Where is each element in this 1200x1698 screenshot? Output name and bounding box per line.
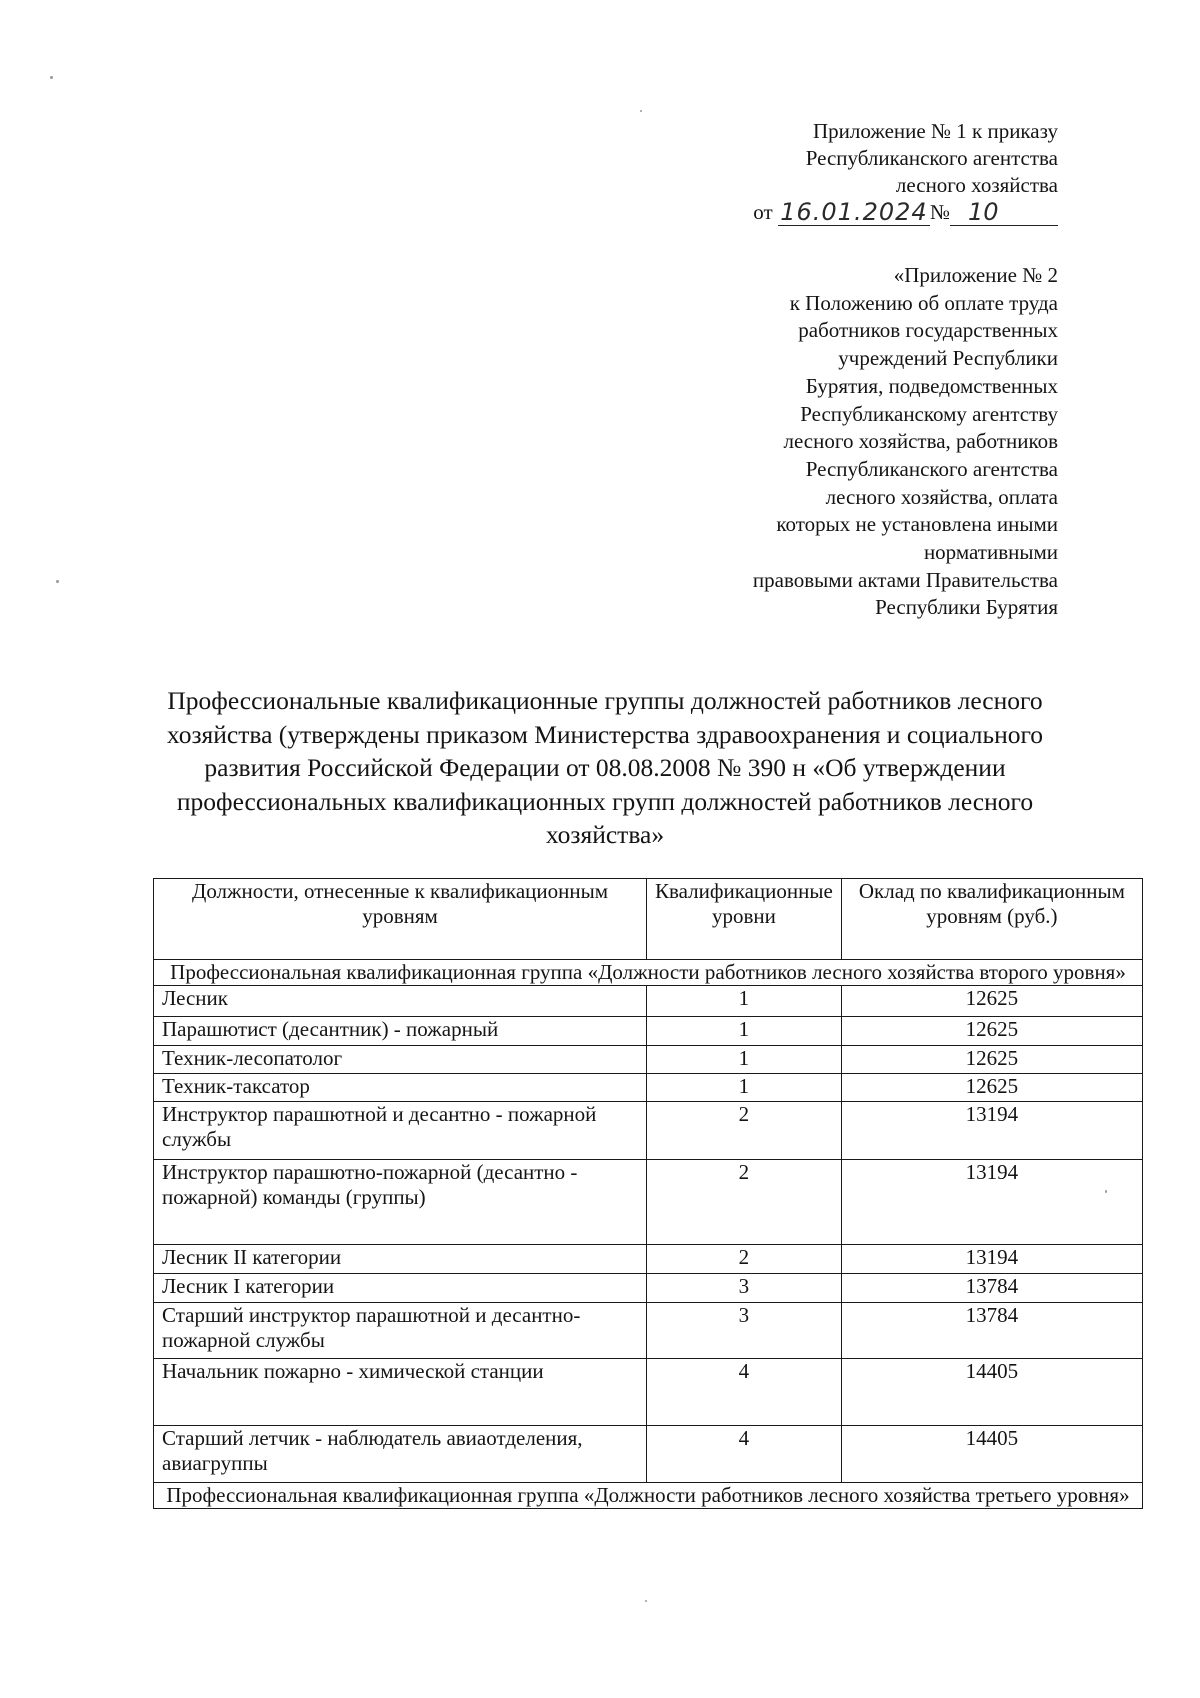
- salary-cell: 14405: [841, 1426, 1142, 1483]
- salary-cell: 13194: [841, 1245, 1142, 1274]
- table-row: [154, 986, 1143, 1017]
- level-cell: 3: [647, 1303, 842, 1359]
- scan-speck: [640, 110, 642, 112]
- scan-speck: [50, 76, 53, 79]
- salary-cell: 13194: [841, 1160, 1142, 1245]
- table-row: [154, 1046, 1143, 1074]
- table-row: [154, 1426, 1143, 1483]
- appendix-line: лесного хозяйства, оплата: [825, 484, 1058, 509]
- scan-speck: [56, 580, 59, 583]
- level-cell: 1: [647, 1074, 842, 1102]
- scan-speck: [645, 1600, 647, 1602]
- table-row: [154, 1359, 1143, 1426]
- position-cell: Инструктор парашютной и десантно - пожарной службы: [154, 1102, 647, 1160]
- position-cell: Лесник: [154, 986, 647, 1017]
- appendix-line: которых не установлена иными: [776, 512, 1058, 537]
- table-row: [154, 1074, 1143, 1102]
- position-cell: Лесник II категории: [154, 1245, 647, 1274]
- level-cell: 4: [647, 1359, 842, 1426]
- position-cell: Инструктор парашютно-пожарной (десантно - пожарной) команды (группы): [154, 1160, 647, 1245]
- number-label: №: [929, 200, 950, 224]
- document-title: Профессиональные квалификационные группы должностей работников лесного хозяйства (утверждены приказом Министерства здравоохранения и социального развития Российской Федерации от 08.08.2008 № 390 н «Об утверждении профессиональных квалификационных групп должностей работников лесного хозяйства»: [166, 686, 1044, 849]
- salary-cell: 13784: [841, 1274, 1142, 1303]
- appendix-line: к Положению об оплате труда: [789, 290, 1058, 315]
- group-title: Профессиональная квалификационная группа «Должности работников лесного хозяйства третьего уровня»: [154, 1483, 1143, 1509]
- table-row: [154, 1102, 1143, 1160]
- level-cell: 2: [647, 1245, 842, 1274]
- level-cell: 4: [647, 1426, 842, 1483]
- level-cell: 2: [647, 1160, 842, 1245]
- table-row: [154, 1017, 1143, 1046]
- level-cell: 1: [647, 986, 842, 1017]
- appendix-line: Республики Бурятия: [875, 595, 1058, 620]
- position-cell: Старший инструктор парашютной и десантно-пожарной службы: [154, 1303, 647, 1359]
- level-cell: 1: [647, 1017, 842, 1046]
- appendix-line: работников государственных: [798, 318, 1058, 343]
- order-date-number: [753, 199, 1058, 226]
- level-cell: 3: [647, 1274, 842, 1303]
- salary-cell: 12625: [841, 986, 1142, 1017]
- position-cell: Парашютист (десантник) - пожарный: [154, 1017, 647, 1046]
- appendix-line: нормативными: [923, 540, 1058, 565]
- appendix-line: Республиканскому агентству: [800, 401, 1058, 426]
- order-reference: [753, 118, 1058, 226]
- group-row: [154, 1483, 1143, 1509]
- position-cell: Техник-таксатор: [154, 1074, 647, 1102]
- salary-cell: 12625: [841, 1046, 1142, 1074]
- salary-cell: 14405: [841, 1359, 1142, 1426]
- table-row: [154, 1303, 1143, 1359]
- header-position: Должности, отнесенные к квалификационным уровням: [154, 879, 647, 960]
- appendix-line: «Приложение № 2: [893, 263, 1058, 287]
- group-title: Профессиональная квалификационная группа «Должности работников лесного хозяйства второго уровня»: [154, 960, 1143, 986]
- table-row: [154, 1274, 1143, 1303]
- table-row: [154, 1160, 1143, 1245]
- handwritten-number: 10: [950, 199, 1058, 226]
- from-label: от: [753, 200, 773, 224]
- qualification-table: [153, 878, 1143, 1509]
- position-cell: Старший летчик - наблюдатель авиаотделения, авиагруппы: [154, 1426, 647, 1483]
- appendix-line: Республиканского агентства: [805, 456, 1058, 481]
- level-cell: 1: [647, 1046, 842, 1074]
- position-cell: Лесник I категории: [154, 1274, 647, 1303]
- appendix-2-reference: [678, 262, 1058, 622]
- order-line-2: Республиканского агентства: [805, 146, 1058, 170]
- order-line-3: лесного хозяйства: [895, 173, 1058, 197]
- table-row: [154, 1245, 1143, 1274]
- appendix-line: лесного хозяйства, работников: [783, 429, 1058, 454]
- appendix-line: учреждений Республики: [838, 346, 1058, 371]
- salary-cell: 13194: [841, 1102, 1142, 1160]
- salary-cell: 12625: [841, 1074, 1142, 1102]
- appendix-line: правовыми актами Правительства: [752, 567, 1058, 592]
- order-line-1: Приложение № 1 к приказу: [813, 119, 1058, 143]
- header-level: Квалификационные уровни: [647, 879, 842, 960]
- appendix-line: Бурятия, подведомственных: [805, 373, 1058, 398]
- scan-speck: [1105, 1190, 1107, 1193]
- position-cell: Начальник пожарно - химической станции: [154, 1359, 647, 1426]
- position-cell: Техник-лесопатолог: [154, 1046, 647, 1074]
- salary-cell: 13784: [841, 1303, 1142, 1359]
- level-cell: 2: [647, 1102, 842, 1160]
- group-row: [154, 960, 1143, 986]
- table-header-row: [154, 879, 1143, 960]
- handwritten-date: 16.01.2024: [778, 199, 930, 226]
- salary-cell: 12625: [841, 1017, 1142, 1046]
- header-salary: Оклад по квалификационным уровням (руб.): [841, 879, 1142, 960]
